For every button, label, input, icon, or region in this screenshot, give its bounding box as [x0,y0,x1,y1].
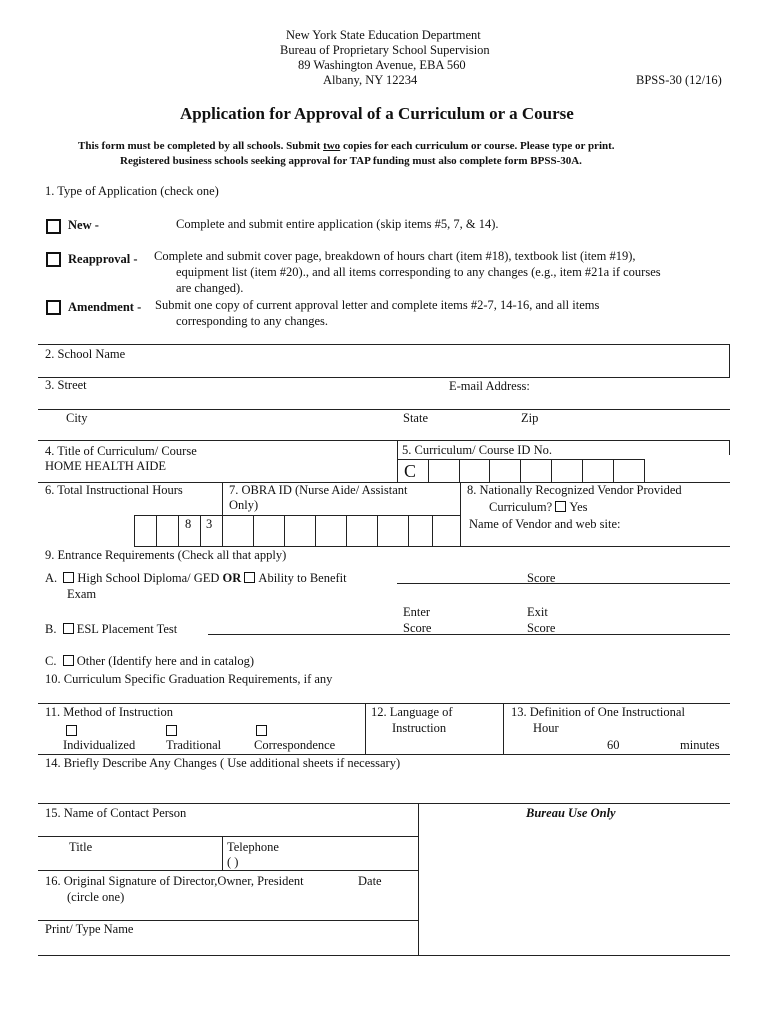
esl-exit-label: Exit [527,605,548,619]
correspondence-label: Correspondence [254,738,336,752]
new-label: New - [68,218,99,232]
course-id-label: 5. Curriculum/ Course ID No. [402,443,552,457]
state-label: State [403,411,428,425]
contact-person-label: 15. Name of Contact Person [45,806,187,820]
q1-label: 1. Type of Application (check one) [45,184,219,198]
language-label2: Instruction [392,721,447,735]
other-label: Other (Identify here and in catalog) [76,654,255,668]
header-bureau: Bureau of Proprietary School Supervision [280,43,490,57]
curriculum-title-value[interactable]: HOME HEALTH AIDE [45,459,167,473]
page-title: Application for Approval of a Curriculum or a Course [180,104,574,123]
vendor-label1: 8. Nationally Recognized Vendor Provided [467,483,682,497]
hour-definition-label1: 13. Definition of One Instructional [511,705,685,719]
email-label: E-mail Address: [449,379,530,393]
instructions-line1 [78,139,615,154]
signature-date-label: Date [358,874,382,888]
esl-enter-label: Enter [403,605,431,619]
esl-enter-score-label: Score [403,621,432,635]
school-name-label: 2. School Name [45,347,126,361]
atb-label: Ability to Benefit [258,571,347,585]
other-checkbox[interactable] [63,655,74,666]
instructions-part3: copies for each curriculum or course. Please type or print. [340,140,615,152]
signature-label2: (circle one) [67,890,125,904]
amendment-checkbox[interactable] [46,300,61,315]
signature-label1: 16. Original Signature of Director,Owner, President [45,874,304,888]
language-label1: 12. Language of [371,705,453,719]
esl-exit-score-label: Score [527,621,556,635]
header-address: 89 Washington Avenue, EBA 560 [298,58,466,72]
instructions-two: two [323,140,341,152]
changes-input[interactable] [45,774,725,800]
atb-exam-label: Exam [67,587,97,601]
vendor-yes-checkbox[interactable] [555,501,566,512]
telephone-parens[interactable]: ( ) [227,855,239,869]
street-label: 3. Street [45,378,87,392]
amendment-text2: corresponding to any changes. [176,314,329,328]
header-dept: New York State Education Department [286,28,481,42]
method-label: 11. Method of Instruction [45,705,173,719]
school-name-input[interactable] [150,349,710,369]
hours-digit-2[interactable]: 3 [206,517,213,531]
header-city: Albany, NY 12234 [323,73,418,87]
instructions-part1: This form must be completed by all schools. Submit [78,140,324,152]
reapproval-checkbox[interactable] [46,252,61,267]
graduation-req-label: 10. Curriculum Specific Graduation Requirements, if any [45,672,333,686]
telephone-label: Telephone [227,840,279,854]
amendment-text1: Submit one copy of current approval letter and complete items #2-7, 14-16, and all items [155,298,600,312]
instructions-line2: Registered business schools seeking approval for TAP funding must also complete form BPSS-30A. [120,155,582,167]
reapproval-label: Reapproval - [68,252,138,266]
esl-label: ESL Placement Test [76,622,178,636]
graduation-req-input[interactable] [45,688,725,702]
city-label: City [66,411,88,425]
print-name-label: Print/ Type Name [45,922,134,936]
obra-label2: Only) [229,498,259,512]
curriculum-title-label: 4. Title of Curriculum/ Course [45,444,197,458]
amendment-label: Amendment - [68,300,142,314]
email-input[interactable] [545,380,725,396]
individualized-checkbox[interactable] [66,725,77,736]
contact-title-label: Title [69,840,93,854]
vendor-name-label: Name of Vendor and web site: [469,517,621,531]
entrance-c-prefix: C. [45,654,57,668]
individualized-label: Individualized [63,738,136,752]
traditional-checkbox[interactable] [166,725,177,736]
hs-diploma-checkbox[interactable] [63,572,74,583]
correspondence-checkbox[interactable] [256,725,267,736]
bureau-use-only: Bureau Use Only [526,806,616,820]
atb-checkbox[interactable] [244,572,255,583]
esl-checkbox[interactable] [63,623,74,634]
course-id-first-char[interactable]: C [404,461,417,481]
traditional-label: Traditional [166,738,222,752]
entrance-a [45,571,347,586]
reapproval-text1: Complete and submit cover page, breakdown of hours chart (item #18), textbook list (item #19), [154,249,636,263]
hour-definition-unit: minutes [680,738,720,752]
vendor-question: Curriculum? [489,500,553,514]
entrance-a-prefix: A. [45,571,58,585]
entrance-b [45,622,177,637]
hours-digit-1[interactable]: 8 [185,517,192,531]
street-input[interactable] [110,390,390,408]
or-label: OR [222,571,242,585]
form-id: BPSS-30 (12/16) [636,73,722,87]
atb-score-label: Score [527,571,556,585]
hour-definition-value[interactable]: 60 [607,738,620,752]
new-text: Complete and submit entire application (skip items #5, 7, & 14). [176,217,499,231]
obra-label1: 7. OBRA ID (Nurse Aide/ Assistant [229,483,408,497]
entrance-c [45,654,254,669]
hs-diploma-label: High School Diploma/ GED [77,571,220,585]
zip-label: Zip [521,411,539,425]
total-hours-label: 6. Total Instructional Hours [45,483,183,497]
entrance-b-prefix: B. [45,622,57,636]
reapproval-text2: equipment list (item #20)., and all items corresponding to any changes (e.g., item #21a if courses [176,265,661,279]
changes-label: 14. Briefly Describe Any Changes ( Use additional sheets if necessary) [45,756,401,770]
vendor-label2 [489,500,588,515]
entrance-label: 9. Entrance Requirements (Check all that apply) [45,548,287,562]
vendor-yes-label: Yes [569,500,588,514]
new-checkbox[interactable] [46,219,61,234]
reapproval-text3: are changed). [176,281,244,295]
hour-definition-label2: Hour [533,721,559,735]
